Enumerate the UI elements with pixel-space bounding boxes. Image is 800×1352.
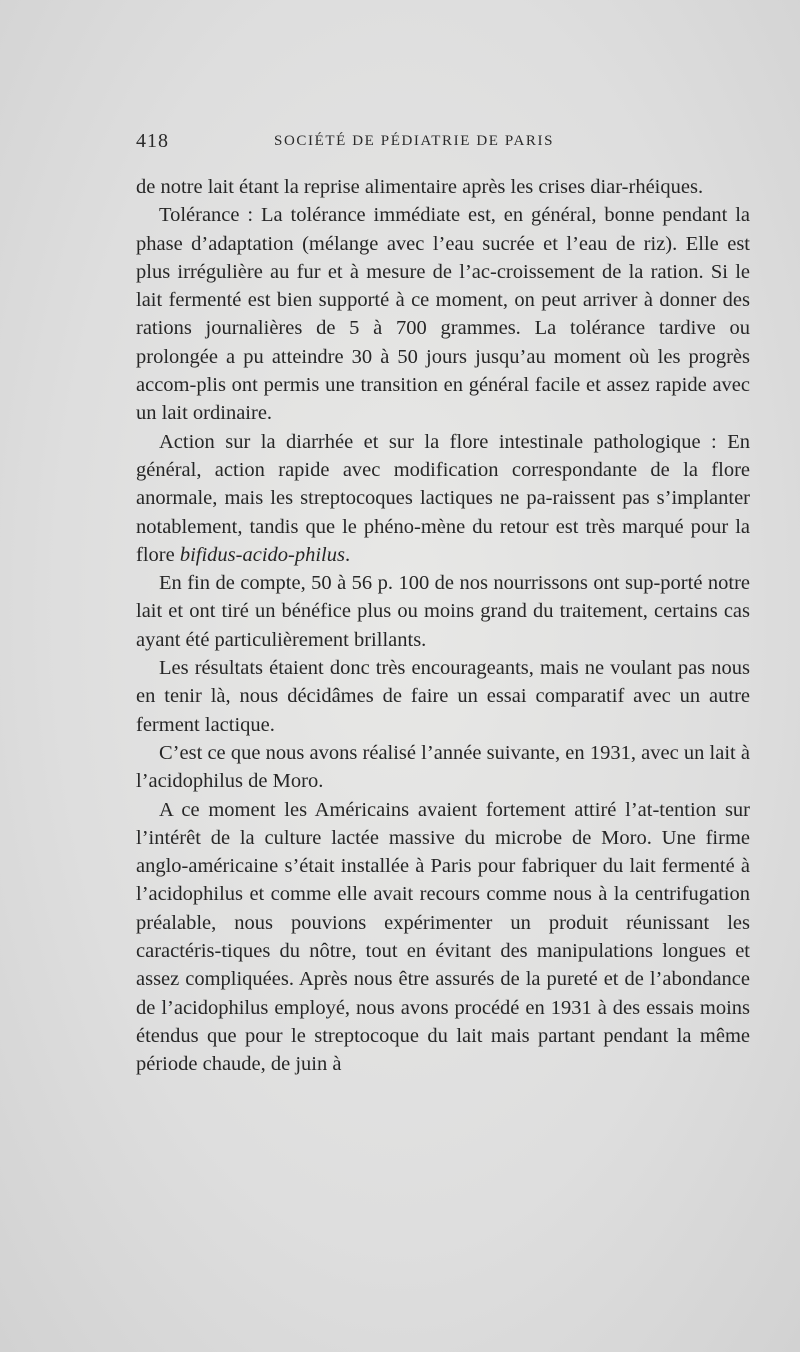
paragraph-3-text: Action sur la diarrhée et sur la flore intestinale pathologique : En général, action rapide avec modification correspondante de la flore anormale, mais les streptocoques lactiques ne pa-raissent pas s’implanter notablement, tandis que le phéno-mène du retour est très marqué pour la flore (136, 430, 750, 566)
paragraph-3-italic: bifidus-acido-philus (179, 543, 345, 566)
running-title: SOCIÉTÉ DE PÉDIATRIE DE PARIS (274, 133, 555, 149)
paragraph-7: A ce moment les Américains avaient fortement attiré l’at-tention sur l’intérêt de la culture lactée massive du microbe de Moro. Une firme anglo-américaine s’était installée à Paris pour fabriquer du lait fermenté à l’acidophilus et comme elle avait recours comme nous à la centrifugation préalable, nous pouvions expérimenter un produit réunissant les caractéris-tiques du nôtre, tout en évitant des manipulations longues et assez compliquées. Après nous être assurés de la pureté et de l’abondance de l’acidophilus employé, nous avons procédé en 1931 à des essais moins étendus que pour le streptocoque du lait mais partant pendant la même période chaude, de juin à (136, 798, 750, 1076)
paragraph-6: C’est ce que nous avons réalisé l’année suivante, en 1931, avec un lait à l’acidophilus de Moro. (136, 741, 750, 793)
paragraph-2: Tolérance : La tolérance immédiate est, en général, bonne pendant la phase d’adaptation (mélange avec l’eau sucrée et l’eau de riz). Elle est plus irrégulière au fur et à mesure de l’ac-croissement de la ration. Si le lait fermenté est bien supporté à ce moment, on peut arriver à donner des rations journalières de 5 à 700 grammes. La tolérance tardive ou prolongée a pu atteindre 30 à 50 jours jusqu’au moment où les progrès accom-plis ont permis une transition en général facile et assez rapide avec un lait ordinaire. (136, 204, 750, 425)
paragraph-5: Les résultats étaient donc très encourageants, mais ne voulant pas nous en tenir là, nous décidâmes de faire un essai comparatif avec un autre ferment lactique. (136, 657, 750, 736)
page-header (136, 130, 736, 156)
page-number: 418 (136, 130, 169, 152)
body-text (136, 173, 750, 1079)
paragraph-3 (136, 428, 750, 569)
paragraph-4: En fin de compte, 50 à 56 p. 100 de nos nourrissons ont sup-porté notre lait et ont tiré un bénéfice plus ou moins grand du traitement, certains cas ayant été particulièrement brillants. (136, 572, 750, 651)
paragraph-1: de notre lait étant la reprise alimentaire après les crises diar-rhéiques. (136, 176, 704, 198)
paragraph-3-end: . (344, 543, 351, 566)
